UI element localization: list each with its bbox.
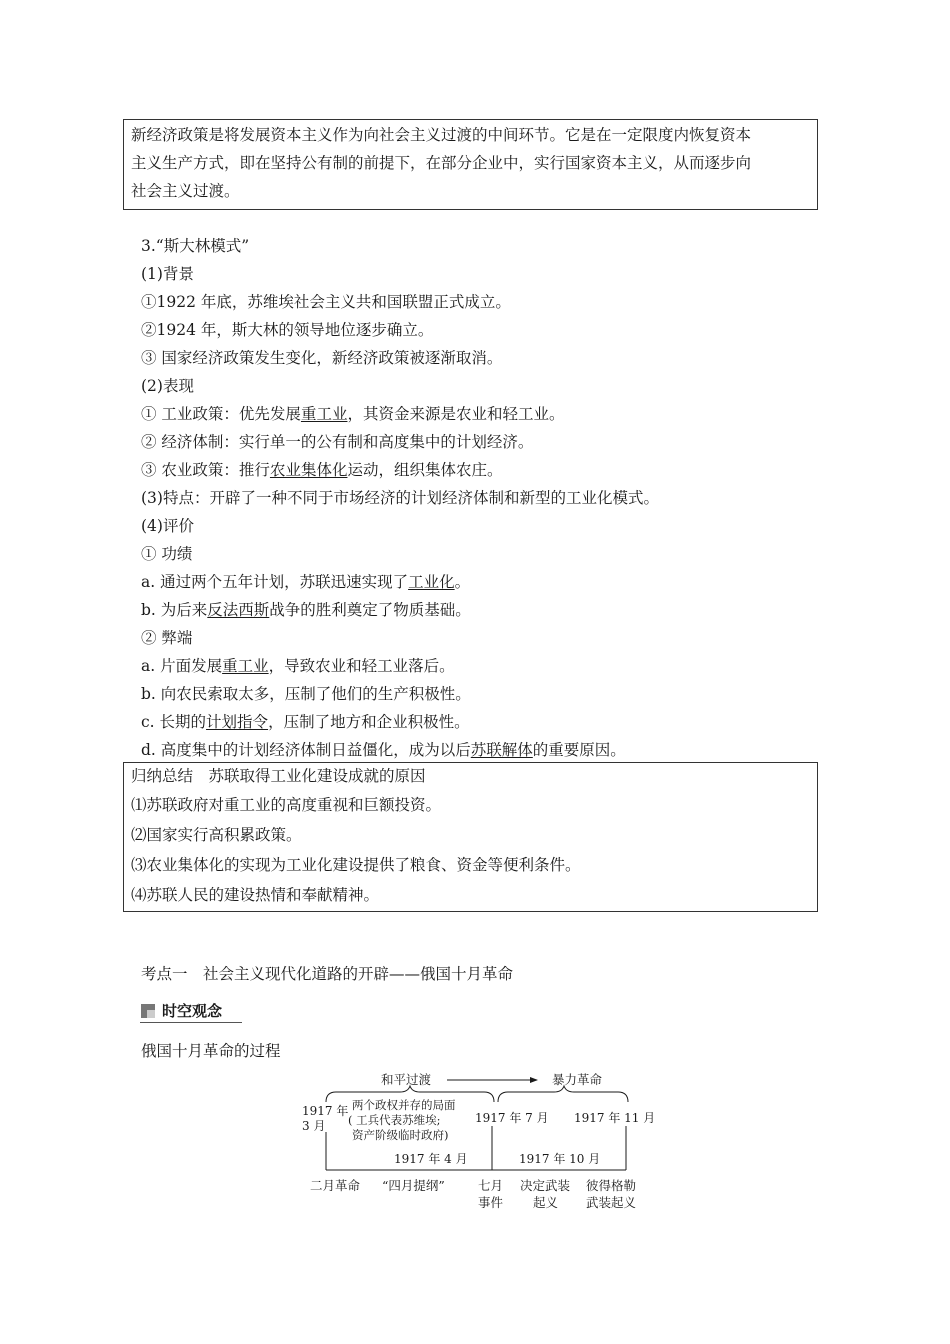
dual-power-line-2: ( 工兵代表苏维埃; bbox=[348, 1113, 441, 1127]
background-item-2: ②1924 年，斯大林的领导地位逐步确立。 bbox=[141, 321, 434, 339]
section-title: 3.“斯大林模式” bbox=[141, 237, 250, 255]
dual-power-line-3: 资产阶级临时政府) bbox=[352, 1128, 449, 1142]
event-decide-1: 决定武装 bbox=[520, 1178, 571, 1193]
flaw-a: a. 片面发展重工业，导致农业和轻工业落后。 bbox=[141, 657, 455, 675]
intro-line-1: 新经济政策是将发展资本主义作为向社会主义过渡的中间环节。它是在一定限度内恢复资本 bbox=[131, 126, 752, 144]
eval-label: (4)评价 bbox=[141, 517, 194, 535]
background-item-3: ③ 国家经济政策发生变化，新经济政策被逐渐取消。 bbox=[141, 349, 503, 367]
background-label: (1)背景 bbox=[141, 265, 194, 283]
manifest-label: (2)表现 bbox=[141, 377, 194, 395]
manifest-item-2: ② 经济体制：实行单一的公有制和高度集中的计划经济。 bbox=[141, 433, 534, 451]
violent-revolution-label: 暴力革命 bbox=[552, 1072, 603, 1087]
summary-item-4: ⑷苏联人民的建设热情和奉献精神。 bbox=[131, 886, 380, 904]
revolution-timeline-diagram bbox=[290, 1066, 670, 1226]
keyword-underline: 重工业 bbox=[300, 405, 348, 423]
event-petrograd-2: 武装起义 bbox=[586, 1195, 637, 1210]
keyword-underline: 重工业 bbox=[222, 657, 269, 675]
intro-line-2: 主义生产方式，即在坚持公有制的前提下，在部分企业中，实行国家资本主义，从而逐步向 bbox=[131, 154, 752, 172]
keyword-underline: 苏联解体 bbox=[470, 741, 533, 759]
event-petrograd-1: 彼得格勒 bbox=[586, 1178, 637, 1193]
flaws-label: ② 弊端 bbox=[141, 629, 193, 647]
intro-line-3: 社会主义过渡。 bbox=[131, 182, 240, 200]
peaceful-transition-label: 和平过渡 bbox=[381, 1072, 432, 1087]
intro-box bbox=[123, 119, 818, 210]
date-1917-3-a: 1917 年 bbox=[302, 1104, 349, 1118]
manifest-item-3: ③ 农业政策：推行农业集体化运动，组织集体农庄。 bbox=[141, 461, 503, 479]
feature-line: (3)特点：开辟了一种不同于市场经济的计划经济体制和新型的工业化模式。 bbox=[141, 489, 659, 507]
background-item-1: ①1922 年底，苏维埃社会主义共和国联盟正式成立。 bbox=[141, 293, 511, 311]
date-1917-4: 1917 年 4 月 bbox=[394, 1152, 468, 1166]
keyword-underline: 反法西斯 bbox=[207, 601, 270, 619]
keyword-underline: 工业化 bbox=[408, 573, 455, 591]
date-1917-11: 1917 年 11 月 bbox=[574, 1111, 656, 1125]
merit-b: b. 为后来反法西斯战争的胜利奠定了物质基础。 bbox=[141, 601, 471, 619]
event-april-theses: “四月提纲” bbox=[382, 1178, 445, 1193]
merits-label: ① 功绩 bbox=[141, 545, 193, 563]
flaw-d: d. 高度集中的计划经济体制日益僵化，成为以后苏联解体的重要原因。 bbox=[141, 741, 626, 759]
process-title: 俄国十月革命的过程 bbox=[141, 1042, 281, 1060]
flaw-b: b. 向农民索取太多，压制了他们的生产积极性。 bbox=[141, 685, 471, 703]
keyword-underline: 农业集体化 bbox=[269, 461, 348, 479]
summary-item-3: ⑶农业集体化的实现为工业化建设提供了粮食、资金等便利条件。 bbox=[131, 856, 581, 874]
shikong-title: 时空观念 bbox=[162, 1002, 223, 1020]
date-1917-7: 1917 年 7 月 bbox=[475, 1111, 549, 1125]
dual-power-line-1: 两个政权并存的局面 bbox=[352, 1098, 456, 1112]
merit-a: a. 通过两个五年计划，苏联迅速实现了工业化。 bbox=[141, 573, 471, 591]
event-july-1: 七月 bbox=[478, 1178, 504, 1193]
violent-brace bbox=[498, 1086, 628, 1102]
summary-item-1: ⑴苏联政府对重工业的高度重视和巨额投资。 bbox=[131, 796, 442, 814]
keyword-underline: 计划指令 bbox=[206, 713, 269, 731]
flaw-c: c. 长期的计划指令，压制了地方和企业积极性。 bbox=[141, 713, 470, 731]
date-1917-3-b: 3 月 bbox=[302, 1119, 326, 1133]
event-february-revolution: 二月革命 bbox=[310, 1178, 361, 1193]
manifest-item-1: ① 工业政策：优先发展重工业，其资金来源是农业和轻工业。 bbox=[141, 405, 565, 423]
date-1917-10: 1917 年 10 月 bbox=[519, 1152, 601, 1166]
summary-box bbox=[123, 762, 818, 912]
summary-title: 归纳总结 苏联取得工业化建设成就的原因 bbox=[131, 767, 426, 785]
shikong-heading bbox=[140, 1002, 242, 1022]
event-july-2: 事件 bbox=[478, 1195, 504, 1210]
kaodian-heading: 考点一 社会主义现代化道路的开辟——俄国十月革命 bbox=[141, 965, 514, 983]
event-decide-2: 起义 bbox=[533, 1195, 559, 1210]
summary-item-2: ⑵国家实行高积累政策。 bbox=[131, 826, 302, 844]
